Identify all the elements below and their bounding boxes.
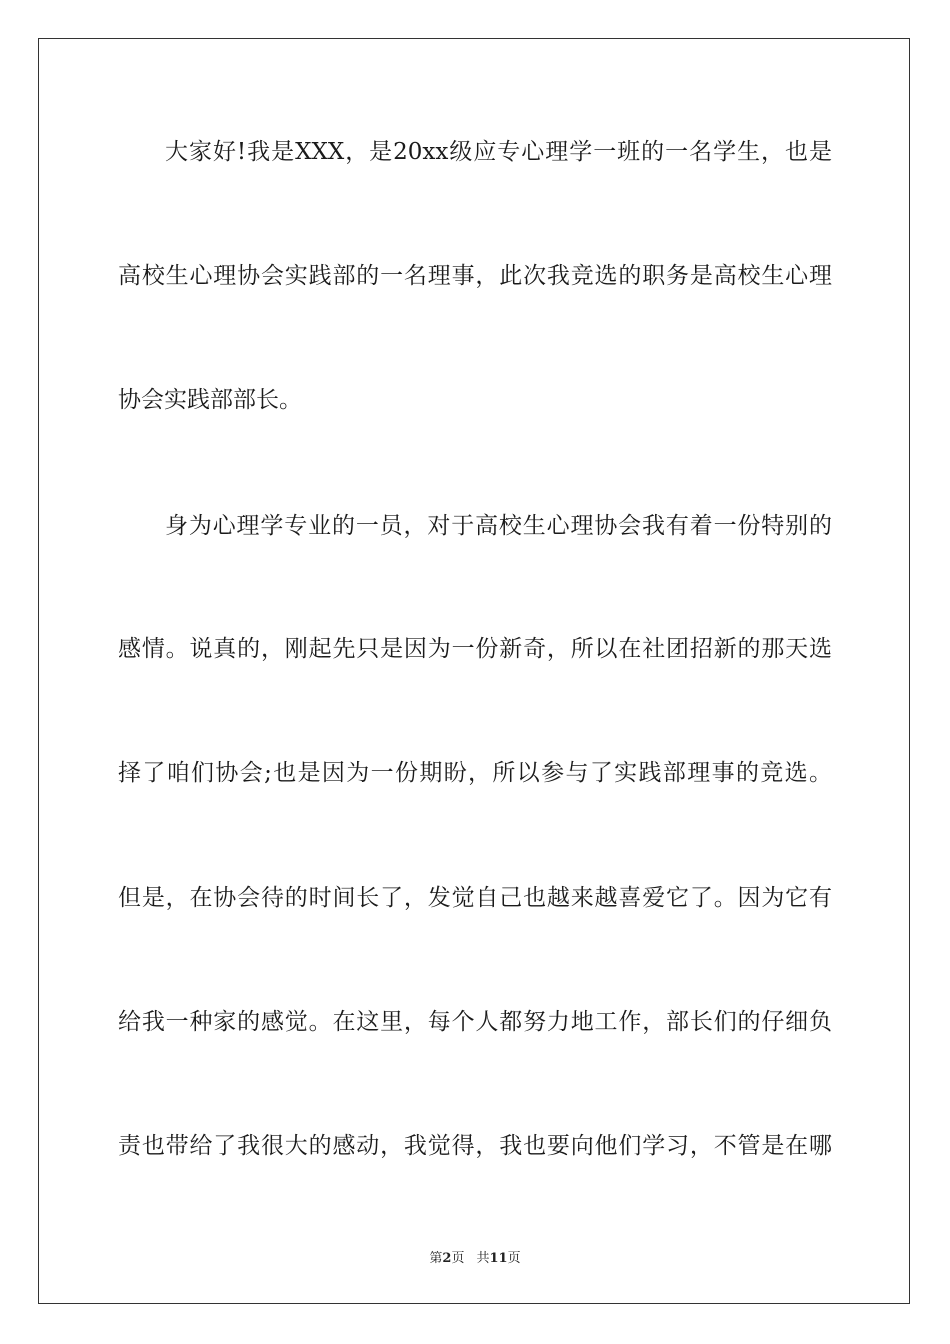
paragraph-2-line-6: 责也带给了我很大的感动，我觉得，我也要向他们学习，不管是在哪 [118, 1133, 832, 1159]
footer-total-suffix: 页 [507, 1251, 521, 1266]
paragraph-2-line-5: 给我一种家的感觉。在这里，每个人都努力地工作，部长们的仔细负 [118, 1009, 832, 1035]
paragraph-2-line-2: 感情。说真的，刚起先只是因为一份新奇，所以在社团招新的那天选 [118, 636, 832, 662]
paragraph-1-line-2: 高校生心理协会实践部的一名理事，此次我竞选的职务是高校生心理 [118, 263, 832, 289]
footer-total-prefix: 共 [476, 1251, 490, 1266]
footer-page-suffix: 页 [451, 1251, 465, 1266]
paragraph-1-line-3: 协会实践部部长。 [118, 387, 302, 413]
page-footer [0, 1247, 950, 1266]
paragraph-2-line-4: 但是，在协会待的时间长了，发觉自己也越来越喜爱它了。因为它有 [118, 885, 832, 911]
paragraph-1-line-1: 大家好!我是XXX，是20xx级应专心理学一班的一名学生，也是 [165, 139, 832, 165]
paragraph-2-line-1: 身为心理学专业的一员，对于高校生心理协会我有着一份特别的 [165, 513, 832, 539]
page-border [38, 38, 910, 1304]
footer-page-number: 2 [442, 1251, 452, 1266]
footer-total-pages: 11 [489, 1251, 508, 1266]
paragraph-2-line-3: 择了咱们协会;也是因为一份期盼，所以参与了实践部理事的竞选。 [118, 760, 832, 786]
footer-page-prefix: 第 [429, 1251, 443, 1266]
